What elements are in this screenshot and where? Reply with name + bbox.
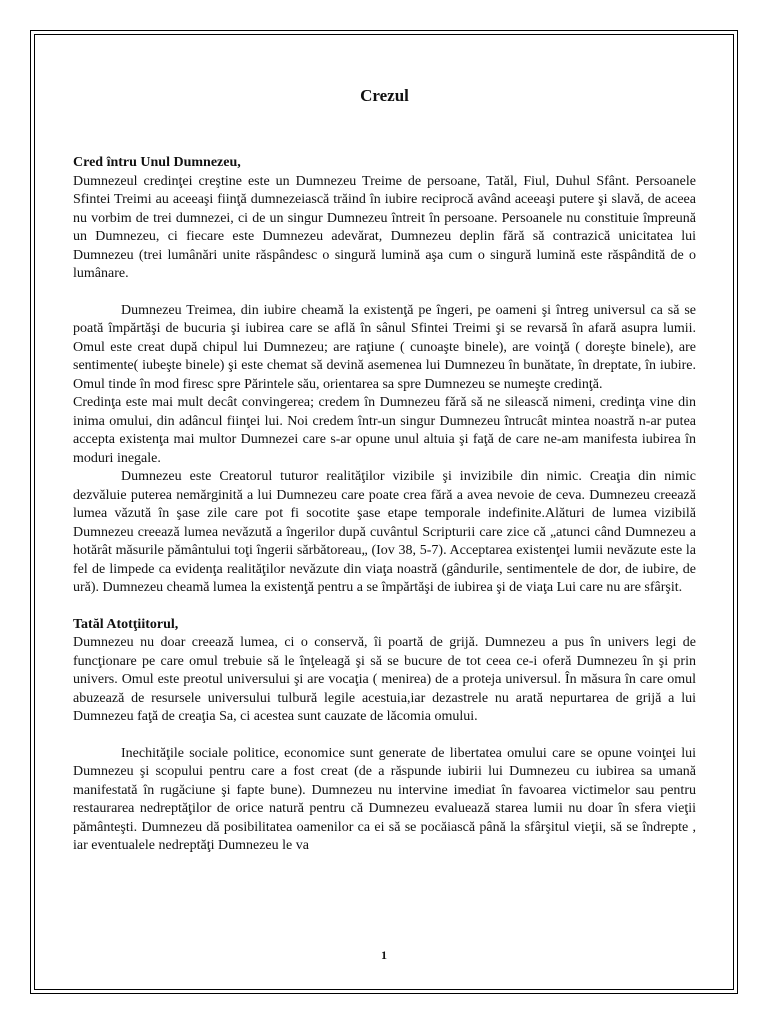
paragraph: Dumnezeul credinţei creştine este un Dumnezeu Treime de persoane, Tatăl, Fiul, Duhul Sfânt. Persoanele Sfintei Treimi au aceeaşi fiinţă dumnezeiască trăind în iubire reciprocă având aceeaşi putere şi slavă, de aceea nu vorbim de trei dumnezei, ci de un singur Dumnezeu întreit în persoane. Persoanele nu constituie împreună un Dumnezeu, ci fiecare este Dumnezeu adevărat, Dumnezeu deplin fără să contrazică unicitatea lui Dumnezeu (trei lumânări unite răspândesc o singură lumină aşa cum o singură lumină este răspândită de o lumânare. xyxy=(73,173,696,281)
paragraph: Inechităţile sociale politice, economice sunt generate de libertatea omului care se opune voinţei lui Dumnezeu şi scopului pentru care a fost creat (de a răspunde iubirii lui Dumnezeu cu iubirea sa umană manifestată în rugăciune şi fapte bune). Dumnezeu nu intervine imediat în favoarea victimelor sau pentru restaurarea nedreptăţilor de orice natură pentru că Dumnezeu evaluează starea lumii nu doar în sfera vieţii pământeşti. Dumnezeu dă posibilitatea oamenilor ca ei să se pocăiască până la sfârşitul vieţii, să se îndrepte , iar eventualele nedreptăţi Dumnezeu le va xyxy=(73,745,696,853)
paragraph: Dumnezeu nu doar creează lumea, ci o conservă, îi poartă de grijă. Dumnezeu a pus în univers legi de funcţionare pe care omul trebuie să le înţeleagă şi să se bucure de tot ceea ce-i oferă Dumnezeu în şi prin univers. Omul este preotul universului şi are vocaţia ( menirea) de a proteja universul. În măsura în care omul abuzează de resursele universului tulbură legile acestuia,iar dezastrele nu arată nepurtarea de grijă a lui Dumnezeu faţă de creaţia Sa, ci acestea sunt cauzate de lăcomia omului. xyxy=(73,635,696,724)
section-heading: Tatăl Atotţiitorul, xyxy=(73,616,179,632)
section-tatal xyxy=(73,616,696,856)
document-title: Crezul xyxy=(360,86,409,105)
section-cred xyxy=(73,154,696,598)
page-number: 1 xyxy=(381,948,387,962)
document-body xyxy=(73,86,696,856)
paragraph: Dumnezeu Treimea, din iubire cheamă la existenţă pe îngeri, pe oameni şi întreg universul ca să se poată împărtăşi de bucuria şi iubirea care se află în sânul Sfintei Treimi şi se revarsă în afară asupra lumii. Omul este creat după chipul lui Dumnezeu; are raţiune ( cunoaşte binele), are voinţă ( doreşte binele), are sentimente( iubeşte binele) şi este chemat să devină asemenea lui Dumnezeu în bunătate, în dreptate, în iubire. Omul tinde în mod firesc spre Părintele său, orientarea sa spre Dumnezeu se numeşte credinţă. xyxy=(73,302,696,392)
paragraph: Dumnezeu este Creatorul tuturor realităţilor vizibile şi invizibile din nimic. Creaţia din nimic dezvăluie puterea nemărginită a lui Dumnezeu care poate crea fără a avea nevoie de ceva. Dumnezeu creează lumea văzută în şase zile care pot fi socotite şase etape temporale indefinite.Alături de lumea vizibilă Dumnezeu creează lumea nevăzută a îngerilor după cuvântul Scripturii care zice că „atunci când Dumnezeu a hotărât măsurile pământului toţi îngerii sărbătoreau„ (Iov 38, 5-7). Acceptarea existenţei lumii nevăzute este la fel de limpede ca evidenţa realităţilor nevăzute din viaţa noastră (gândurile, sentimentele de dor, de iubire, de ură). Dumnezeu cheamă lumea la existenţă pentru a se împărtăşi de iubirea şi de viaţa Lui care nu are sfârşit. xyxy=(73,469,696,595)
paragraph: Credinţa este mai mult decât convingerea; credem în Dumnezeu fără să ne silească nimeni, credinţa vine din inima omului, din adâncul fiinţei lui. Noi credem într-un singur Dumnezeu întrucât mintea noastră n-ar putea accepta existenţa mai multor Dumnezei care s-ar opune unul altuia şi faţă de care ne-am manifesta iubirea în moduri inegale. xyxy=(73,395,696,466)
section-heading: Cred întru Unul Dumnezeu, xyxy=(73,155,241,170)
